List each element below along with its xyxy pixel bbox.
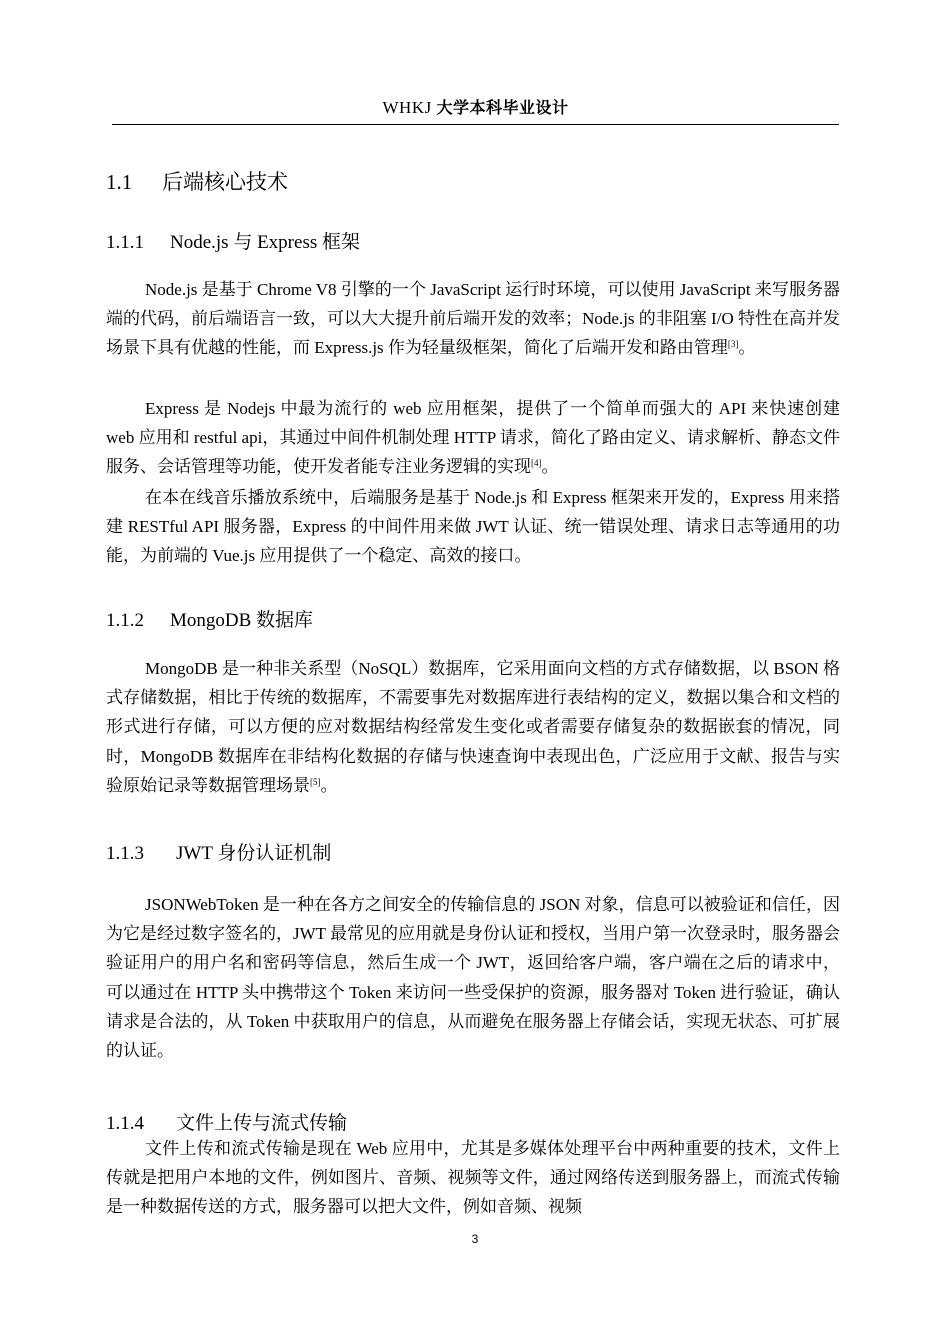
page-header	[112, 96, 839, 124]
paragraph-nodejs	[106, 275, 840, 363]
section-number: 1.1.2	[106, 610, 144, 631]
paragraph-text: MongoDB 是一种非关系型（NoSQL）数据库，它采用面向文档的方式存储数据，以 BSON 格式存储数据，相比于传统的数据库，不需要事先对数据库进行表结构的定义，数据以集合和文档的形式进行存储，可以方便的应对数据结构经常发生变化或者需要存储复杂的数据嵌套的情况，同时，MongoDB 数据库在非结构化数据的存储与快速查询中表现出色，广泛应用于文献、报告与实验原始记录等数据管理场景	[106, 659, 840, 795]
header-prefix: WHKJ	[382, 98, 432, 117]
citation: [4]	[531, 458, 542, 469]
section-title: 文件上传与流式传输	[176, 1112, 348, 1134]
citation: [5]	[310, 776, 321, 787]
header-divider	[112, 124, 839, 125]
section-title: Node.js 与 Express 框架	[170, 232, 360, 253]
paragraph-end: 。	[541, 457, 559, 477]
paragraph-backend-service	[106, 483, 840, 571]
section-heading-1-1-3	[106, 838, 331, 865]
page-number: 3	[471, 1232, 479, 1246]
paragraph-end: 。	[738, 338, 756, 358]
section-heading-1-1-2	[106, 605, 313, 632]
section-heading-1-1-1	[106, 227, 360, 254]
paragraph-express	[106, 394, 840, 482]
section-number: 1.1.4	[106, 1113, 144, 1134]
section-title: MongoDB 数据库	[170, 610, 314, 631]
citation: [3]	[727, 339, 739, 350]
paragraph-text: 在本在线音乐播放系统中，后端服务是基于 Node.js 和 Express 框架来开发的，Express 用来搭建 RESTful API 服务器，Express 的中间件用来做 JWT 认证、统一错误处理、请求日志等通用的功能，为前端的 Vue.js 应用提供了一个稳定、高效的接口。	[106, 488, 840, 566]
paragraph-jwt	[106, 890, 840, 1065]
section-number: 1.1	[106, 170, 133, 194]
paragraph-file-upload	[106, 1134, 840, 1222]
paragraph-text: Node.js 是基于 Chrome V8 引擎的一个 JavaScript 运行时环境，可以使用 JavaScript 来写服务器端的代码，前后端语言一致，可以大大提升前后端开发的效率；Node.js 的非阻塞 I/O 特性在高并发场景下具有优越的性能，而 Express.js 作为轻量级框架，简化了后端开发和路由管理	[106, 280, 840, 358]
paragraph-mongodb	[106, 654, 840, 800]
section-title: JWT 身份认证机制	[176, 843, 332, 864]
paragraph-text: JSONWebToken 是一种在各方之间安全的传输信息的 JSON 对象，信息可以被验证和信任，因为它是经过数字签名的，JWT 最常见的应用就是身份认证和授权，当用户第一次登录时，服务器会验证用户的用户名和密码等信息，然后生成一个 JWT，返回给客户端，客户端在之后的请求中，可以通过在 HTTP 头中携带这个 Token 来访问一些受保护的资源，服务器对 Token 进行验证，确认请求是合法的，从 Token 中获取用户的信息，从而避免在服务器上存储会话，实现无状态、可扩展的认证。	[106, 895, 840, 1061]
paragraph-end: 。	[320, 775, 338, 795]
section-heading-1-1	[106, 166, 288, 196]
paragraph-text: Express 是 Nodejs 中最为流行的 web 应用框架，提供了一个简单而强大的 API 来快速创建 web 应用和 restful api，其通过中间件机制处理 HTTP 请求，简化了路由定义、请求解析、静态文件服务、会话管理等功能，使开发者能专注业务逻辑的实现	[106, 399, 840, 477]
header-title: 大学本科毕业设计	[436, 98, 569, 117]
section-title: 后端核心技术	[162, 170, 288, 194]
section-number: 1.1.3	[106, 843, 144, 864]
section-number: 1.1.1	[106, 232, 144, 253]
section-heading-1-1-4	[106, 1108, 347, 1135]
paragraph-text: 文件上传和流式传输是现在 Web 应用中，尤其是多媒体处理平台中两种重要的技术，文件上传就是把用户本地的文件，例如图片、音频、视频等文件，通过网络传送到服务器上，而流式传输是一种数据传送的方式，服务器可以把大文件，例如音频、视频	[106, 1139, 840, 1217]
